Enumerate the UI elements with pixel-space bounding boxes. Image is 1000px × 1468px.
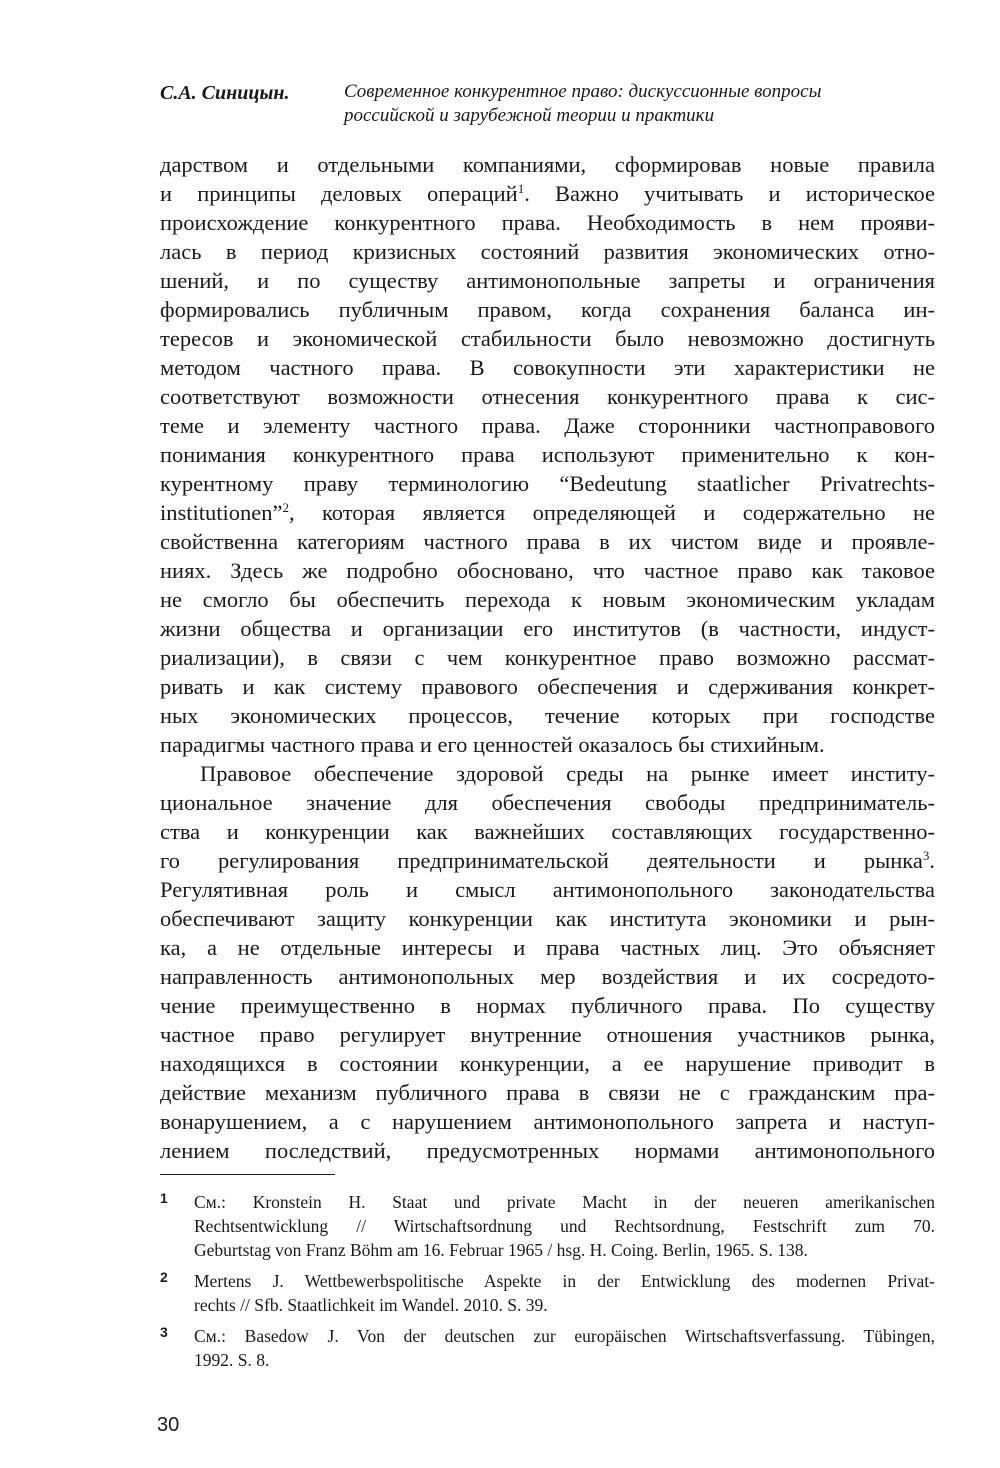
- text-line: ниях. Здесь же подробно обосновано, что частное право как таковое: [160, 558, 935, 583]
- text-line: соответствуют возможности отнесения конкурентного права к сис-: [160, 384, 935, 409]
- text-line: ривать и как систему правового обеспечения и сдерживания конкрет-: [160, 674, 935, 699]
- text-line: чение преимущественно в нормах публичного права. По существу: [160, 993, 935, 1018]
- header-author: С.А. Синицын.: [160, 82, 290, 104]
- text-line: действие механизм публичного права в связи не с гражданским пра-: [160, 1080, 935, 1105]
- footnote-ref[interactable]: 3: [922, 848, 930, 863]
- header-title-line: российской и зарубежной теории и практики: [344, 105, 715, 126]
- page-number: 30: [157, 1414, 180, 1436]
- text-line: происхождение конкурентного права. Необходимость в нем прояви-: [160, 210, 935, 235]
- footnote-line: См.: Kronstein H. Staat und private Macht in der neueren amerikanischen: [194, 1192, 935, 1212]
- main-text: [160, 150, 935, 1165]
- text-line: методом частного права. В совокупности эти характеристики не: [160, 355, 935, 380]
- text-line: Регулятивная роль и смысл антимонопольного законодательства: [160, 877, 935, 902]
- text-line: находящихся в состоянии конкуренции, а ее нарушение приводит в: [160, 1051, 935, 1076]
- text-line: и принципы деловых операций$^1$. Важно учитывать и историческое: [160, 181, 935, 206]
- text-line: теме и элементу частного права. Даже сторонники частноправового: [160, 413, 935, 438]
- footnote-line: rechts // Sfb. Staatlichkeit im Wandel. 2010. S. 39.: [194, 1295, 548, 1315]
- text-line: го регулирования предпринимательской деятельности и рынка$^3$.: [160, 848, 935, 873]
- text-line: шений, и по существу антимонопольные запреты и ограничения: [160, 268, 935, 293]
- text-line: понимания конкурентного права используют применительно к кон-: [160, 442, 935, 467]
- text-line: курентному праву терминологию “Bedeutung staatlicher Privatrechts-: [160, 471, 935, 496]
- text-line: ства и конкуренции как важнейших составляющих государственно-: [160, 819, 935, 844]
- text-line: лением последствий, предусмотренных нормами антимонопольного: [160, 1138, 935, 1163]
- footnote-ref[interactable]: 2: [282, 500, 289, 515]
- footnote-line: См.: Basedow J. Von der deutschen zur europäischen Wirtschaftsverfassung. Tübingen,: [194, 1326, 935, 1346]
- text-line: направленность антимонопольных мер воздействия и их сосредото-: [160, 964, 935, 989]
- text-line: свойственна категориям частного права в их чистом виде и проявле-: [160, 529, 935, 554]
- text-line: institutionen”$^2$, которая является определяющей и содержательно не: [160, 500, 935, 525]
- text-line: частное право регулирует внутренние отношения участников рынка,: [160, 1022, 935, 1047]
- footnote: [160, 1190, 935, 1262]
- text-line: парадигмы частного права и его ценностей оказалось бы стихийным.: [160, 732, 825, 757]
- footnote-line: Mertens J. Wettbewerbspolitische Aspekte in der Entwicklung des modernen Privat-: [194, 1271, 935, 1291]
- text-line: не смогло бы обеспечить перехода к новым экономическим укладам: [160, 587, 935, 612]
- footnote-number: 3: [160, 1324, 168, 1340]
- footnote-divider: [160, 1174, 335, 1175]
- footnote-ref[interactable]: 1: [517, 181, 525, 196]
- footnote: [160, 1269, 935, 1317]
- footnote-line: Geburtstag von Franz Böhm am 16. Februar 1965 / hsg. H. Coing. Berlin, 1965. S. 138.: [194, 1240, 808, 1260]
- text-line: ных экономических процессов, течение которых при господстве: [160, 703, 935, 728]
- footnote: [160, 1324, 935, 1372]
- text-line: лась в период кризисных состояний развития экономических отно-: [160, 239, 935, 264]
- footnote-line: Rechtsentwicklung // Wirtschaftsordnung und Rechtsordnung, Festschrift zum 70.: [194, 1216, 935, 1236]
- header-title-line: Современное конкурентное право: дискуссионные вопросы: [344, 81, 822, 102]
- text-line: риализации), в связи с чем конкурентное право возможно рассмат-: [160, 645, 935, 670]
- footnote-number: 1: [160, 1190, 168, 1206]
- footnote-line: 1992. S. 8.: [194, 1350, 270, 1370]
- text-line: формировались публичным правом, когда сохранения баланса ин-: [160, 297, 935, 322]
- text-line: тересов и экономической стабильности было невозможно достигнуть: [160, 326, 935, 351]
- text-line: вонарушением, а с нарушением антимонопольного запрета и наступ-: [160, 1109, 935, 1134]
- text-line: жизни общества и организации его институтов (в частности, индуст-: [160, 616, 935, 641]
- text-line: дарством и отдельными компаниями, сформировав новые правила: [160, 152, 935, 177]
- text-line: ка, а не отдельные интересы и права частных лиц. Это объясняет: [160, 935, 935, 960]
- header-title: [344, 80, 924, 128]
- text-line: циональное значение для обеспечения свободы предприниматель-: [160, 790, 935, 815]
- footnote-number: 2: [160, 1269, 168, 1285]
- text-line: обеспечивают защиту конкуренции как института экономики и рын-: [160, 906, 935, 931]
- footnotes: [160, 1190, 935, 1379]
- text-line: Правовое обеспечение здоровой среды на рынке имеет институ-: [200, 761, 935, 786]
